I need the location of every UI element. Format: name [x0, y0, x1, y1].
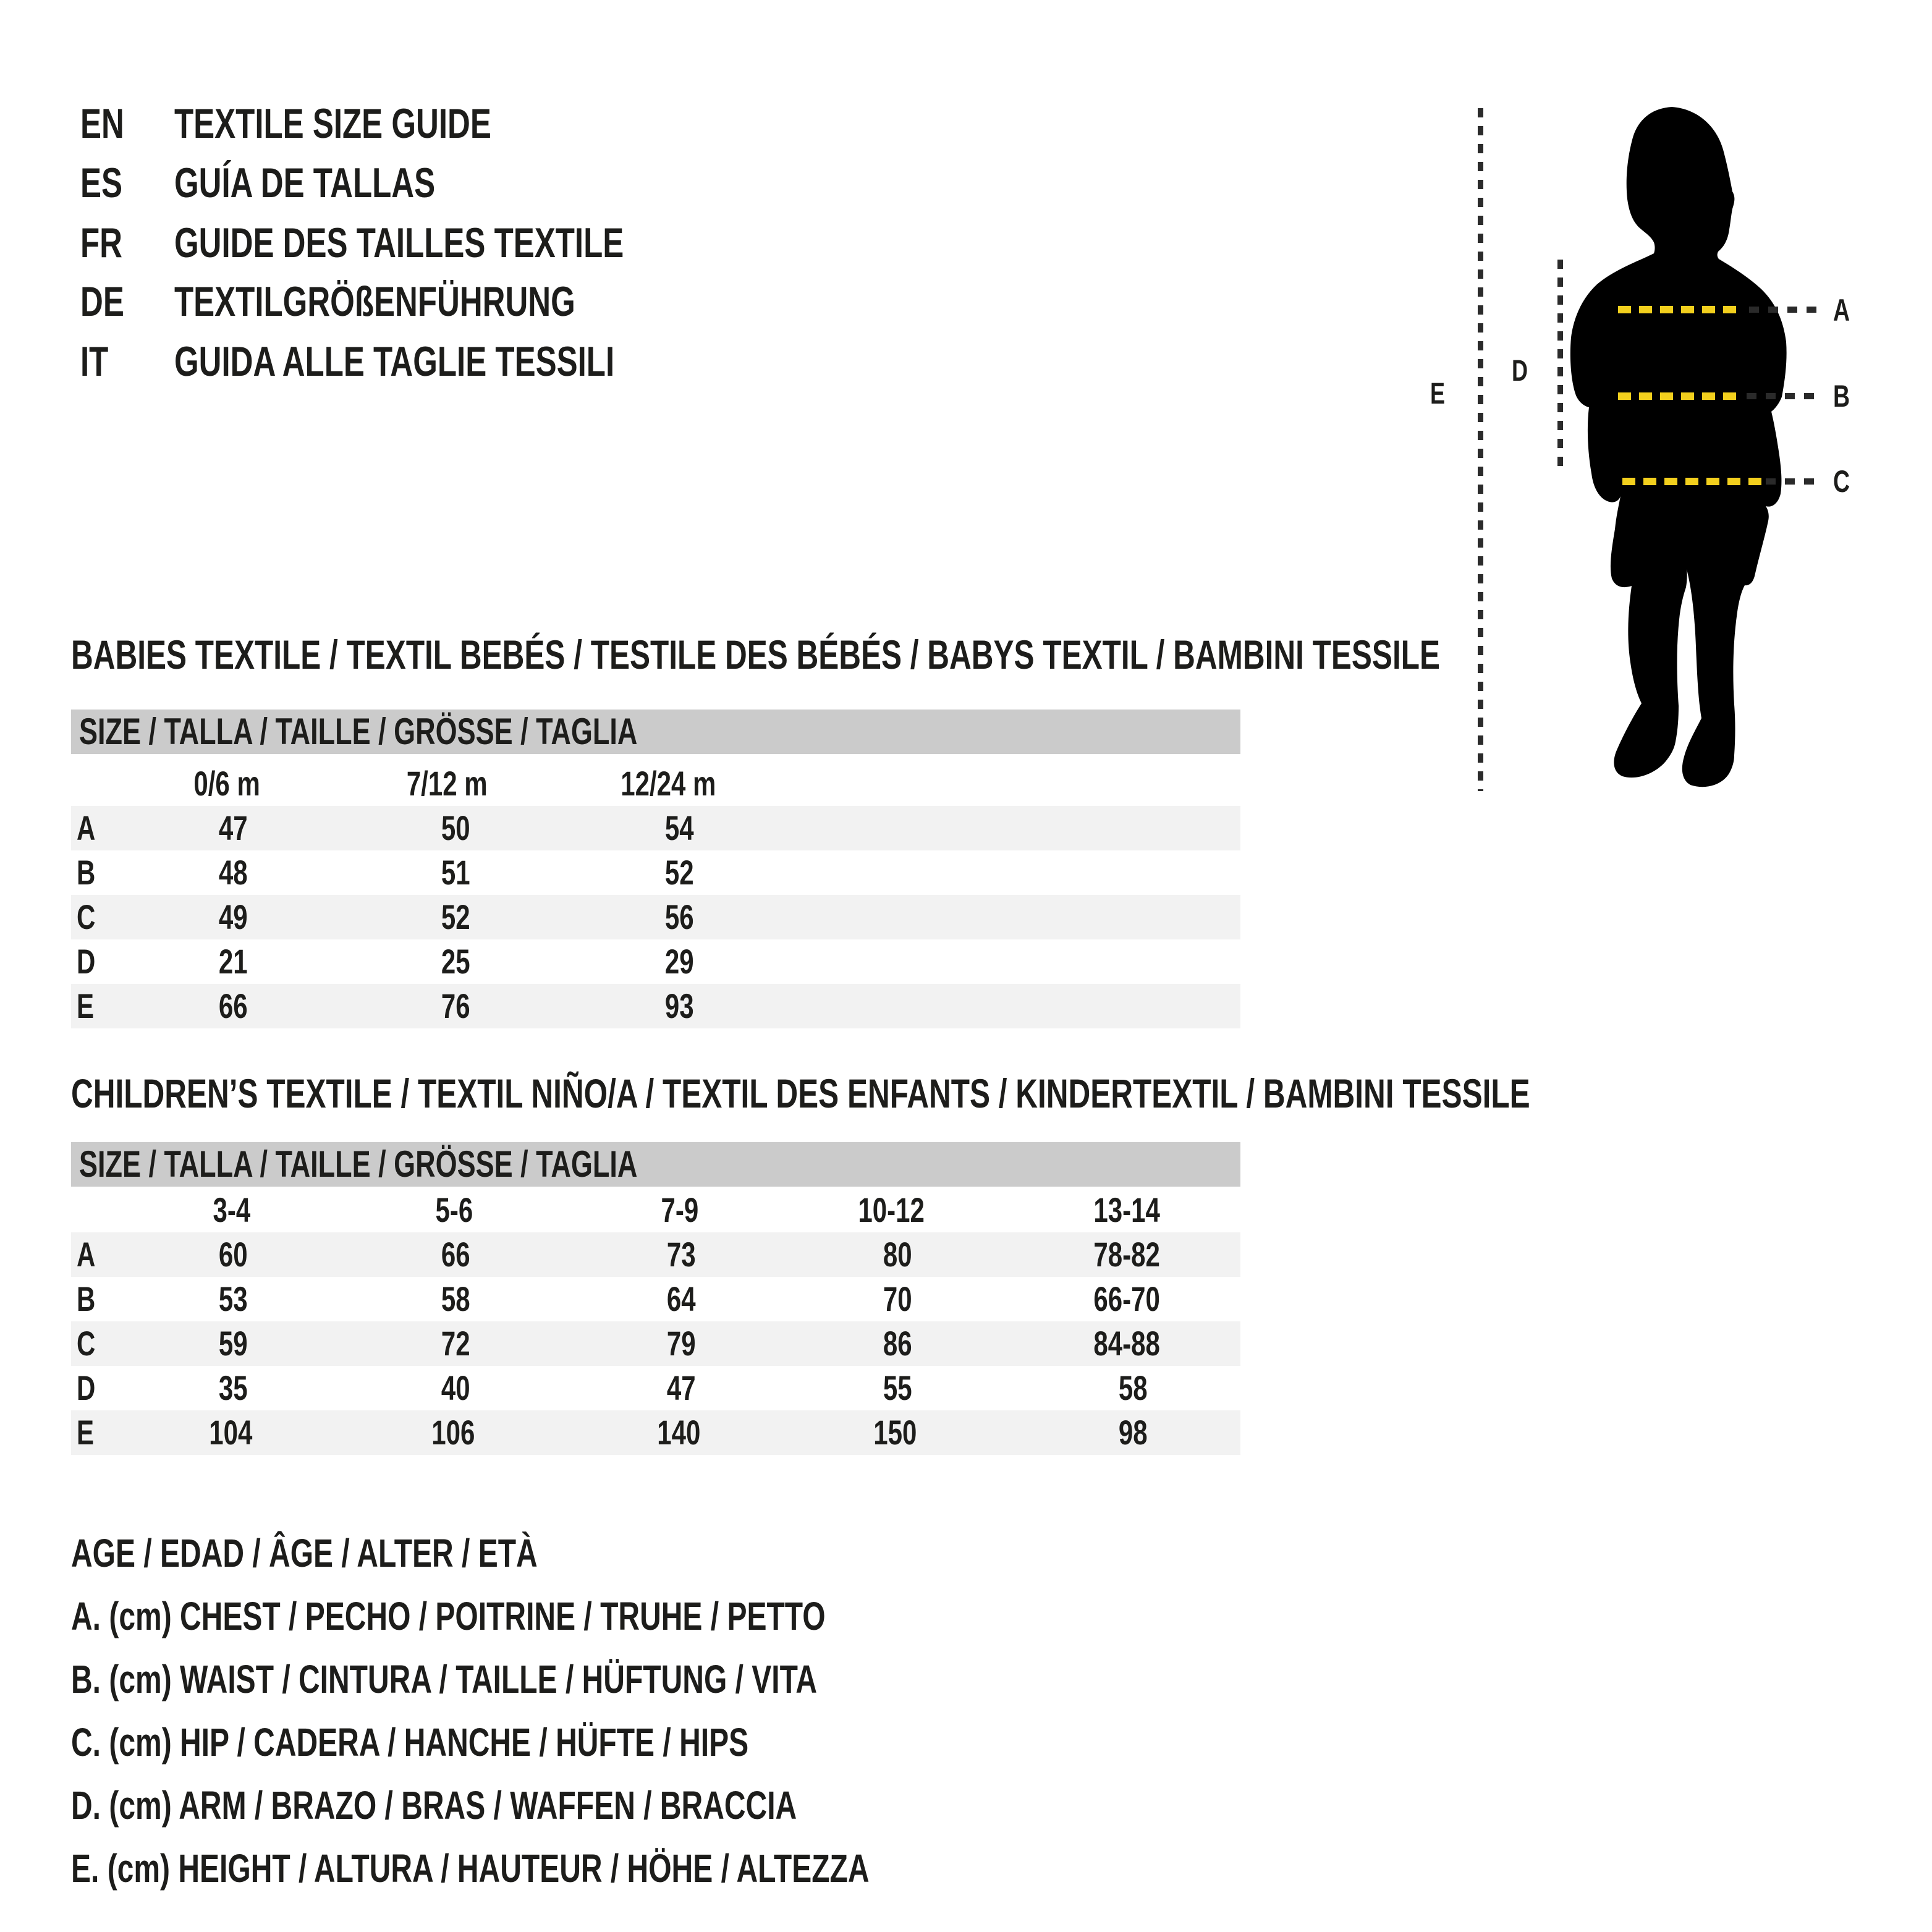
column-header: 0/6 m	[193, 764, 260, 803]
children-size-header-text: SIZE / TALLA / TAILLE / GRÖSSE / TAGLIA	[79, 1143, 638, 1185]
language-title: GUIDE DES TAILLES TEXTILE	[174, 219, 624, 266]
table-cell: 140	[657, 1413, 701, 1452]
column-header: 13-14	[1093, 1190, 1160, 1229]
table-cell: 104	[209, 1413, 253, 1452]
table-cell: 51	[441, 853, 470, 892]
figure-label-e: E	[1430, 378, 1446, 410]
legend-line-waist: B. (cm) WAIST / CINTURA / TAILLE / HÜFTUNG / VITA	[71, 1657, 818, 1701]
column-header: 7/12 m	[406, 764, 488, 803]
language-code: FR	[80, 219, 122, 266]
babies-size-header-text: SIZE / TALLA / TAILLE / GRÖSSE / TAGLIA	[79, 711, 638, 752]
row-label: E	[77, 1413, 95, 1452]
table-row-b	[71, 850, 1240, 895]
table-cell: 106	[431, 1413, 475, 1452]
table-cell: 64	[666, 1279, 696, 1318]
language-title: TEXTILGRÖßENFÜHRUNG	[174, 278, 575, 325]
legend-line-hip: C. (cm) HIP / CADERA / HANCHE / HÜFTE / HIPS	[71, 1720, 749, 1765]
language-title: GUIDA ALLE TAGLIE TESSILI	[174, 338, 615, 385]
language-code: ES	[80, 159, 123, 206]
table-cell: 84-88	[1093, 1324, 1160, 1363]
row-label: A	[77, 808, 96, 847]
table-cell: 73	[666, 1235, 696, 1274]
table-cell: 86	[883, 1324, 912, 1363]
column-header: 5-6	[435, 1190, 473, 1229]
table-cell: 50	[441, 808, 470, 847]
table-cell: 29	[664, 942, 694, 981]
table-row-e	[71, 984, 1240, 1028]
table-cell: 98	[1118, 1413, 1148, 1452]
table-cell: 52	[441, 897, 470, 936]
hip-measure-dash-dark	[1766, 478, 1821, 485]
babies-section-title: BABIES TEXTILE / TEXTIL BEBÉS / TESTILE DES BÉBÉS / BABYS TEXTIL / BAMBINI TESSILE	[71, 632, 1440, 677]
table-cell: 80	[883, 1235, 912, 1274]
table-row-c	[71, 895, 1240, 939]
table-row-e	[71, 1410, 1240, 1455]
table-row-d	[71, 939, 1240, 984]
table-row-a	[71, 1232, 1240, 1277]
table-cell: 150	[873, 1413, 917, 1452]
table-cell: 35	[218, 1368, 248, 1407]
chest-measure-dash-dark	[1749, 307, 1820, 313]
figure-label-a: A	[1833, 293, 1850, 328]
row-label: C	[77, 1324, 96, 1363]
row-label: A	[77, 1235, 96, 1274]
waist-measure-dash-dark	[1747, 393, 1820, 399]
legend-line-age: AGE / EDAD / ÂGE / ALTER / ETÀ	[71, 1531, 538, 1575]
language-code: EN	[80, 100, 124, 147]
table-cell: 55	[883, 1368, 912, 1407]
row-label: B	[77, 1279, 96, 1318]
column-header: 12/24 m	[621, 764, 716, 803]
table-cell: 66	[441, 1235, 470, 1274]
language-title: TEXTILE SIZE GUIDE	[174, 100, 491, 147]
figure-label-c: C	[1833, 464, 1850, 499]
table-cell: 47	[666, 1368, 696, 1407]
table-cell: 66	[218, 986, 248, 1025]
table-cell: 59	[218, 1324, 248, 1363]
table-cell: 76	[441, 986, 470, 1025]
table-cell: 70	[883, 1279, 912, 1318]
table-cell: 66-70	[1093, 1279, 1160, 1318]
row-label: E	[77, 986, 95, 1025]
children-column-header-row	[71, 1188, 1240, 1232]
table-cell: 48	[218, 853, 248, 892]
child-silhouette-image	[1539, 105, 1799, 797]
row-label: B	[77, 853, 96, 892]
table-row-b	[71, 1277, 1240, 1321]
table-cell: 79	[666, 1324, 696, 1363]
table-cell: 47	[218, 808, 248, 847]
chest-measure-dash-yellow	[1618, 306, 1742, 313]
table-row-d	[71, 1366, 1240, 1410]
table-row-c	[71, 1321, 1240, 1366]
table-row-a	[71, 806, 1240, 850]
language-code: IT	[80, 338, 109, 385]
language-title: GUÍA DE TALLAS	[174, 159, 436, 206]
table-cell: 93	[664, 986, 694, 1025]
legend-line-height: E. (cm) HEIGHT / ALTURA / HAUTEUR / HÖHE / ALTEZZA	[71, 1846, 870, 1891]
children-size-header-bar	[71, 1142, 1240, 1187]
legend-line-arm: D. (cm) ARM / BRAZO / BRAS / WAFFEN / BRACCIA	[71, 1783, 797, 1828]
babies-size-header-bar	[71, 710, 1240, 754]
table-cell: 40	[441, 1368, 470, 1407]
column-header: 7-9	[661, 1190, 699, 1229]
table-cell: 58	[441, 1279, 470, 1318]
table-cell: 56	[664, 897, 694, 936]
row-label: D	[77, 942, 96, 981]
hip-measure-dash-yellow	[1622, 478, 1763, 485]
column-header: 10-12	[858, 1190, 925, 1229]
table-cell: 54	[664, 808, 694, 847]
table-cell: 58	[1118, 1368, 1148, 1407]
legend-line-chest: A. (cm) CHEST / PECHO / POITRINE / TRUHE / PETTO	[71, 1594, 826, 1638]
table-cell: 72	[441, 1324, 470, 1363]
table-cell: 53	[218, 1279, 248, 1318]
height-measure-line-e	[1478, 108, 1483, 791]
table-cell: 25	[441, 942, 470, 981]
column-header: 3-4	[213, 1190, 251, 1229]
row-label: C	[77, 897, 96, 936]
figure-label-d: D	[1512, 355, 1528, 388]
row-label: D	[77, 1368, 96, 1407]
children-section-title: CHILDREN’S TEXTILE / TEXTIL NIÑO/A / TEXTIL DES ENFANTS / KINDERTEXTIL / BAMBINI TESSILE	[71, 1070, 1530, 1116]
table-cell: 49	[218, 897, 248, 936]
waist-measure-dash-yellow	[1618, 392, 1739, 400]
language-code: DE	[80, 278, 124, 325]
table-cell: 52	[664, 853, 694, 892]
table-cell: 78-82	[1093, 1235, 1160, 1274]
table-cell: 21	[218, 942, 248, 981]
babies-column-header-row	[71, 761, 1240, 806]
table-cell: 60	[218, 1235, 248, 1274]
figure-label-b: B	[1833, 379, 1850, 413]
